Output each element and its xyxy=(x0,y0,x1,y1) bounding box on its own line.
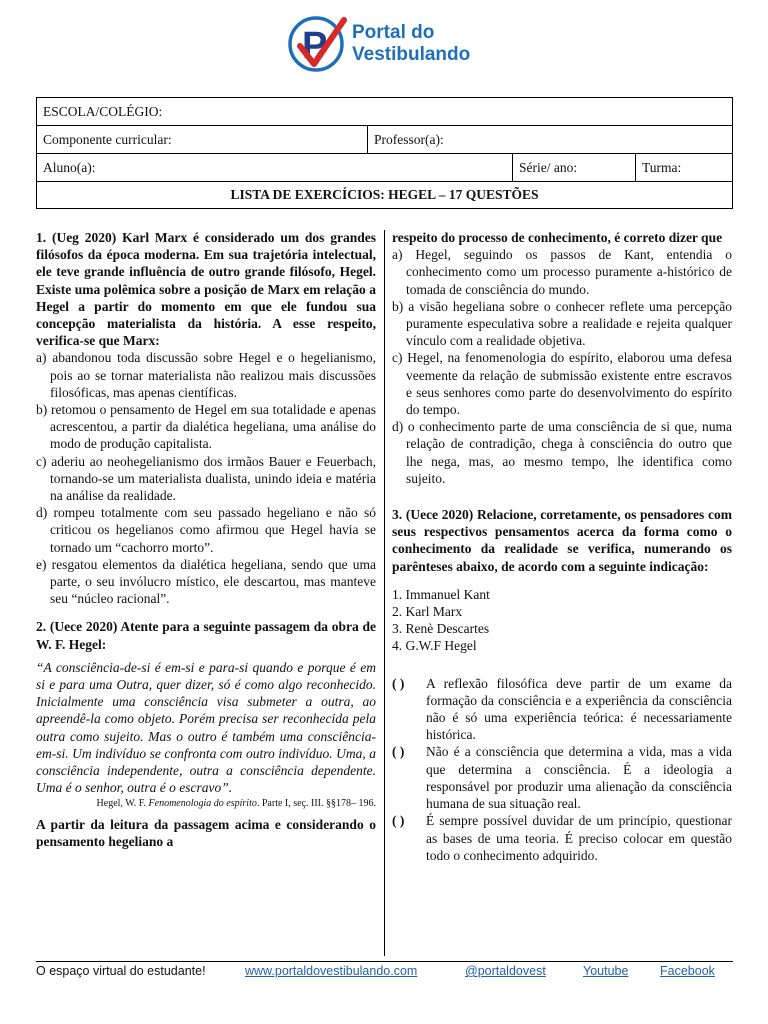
instagram-link[interactable]: @portaldovest xyxy=(465,964,546,978)
thinker-list-item: 3. Renè Descartes xyxy=(392,621,490,637)
question-2-prompt-part-1: A partir da leitura da passagem acima e considerando o pensamento hegeliano a xyxy=(36,816,376,849)
relation-item-2: ( ) Não é a consciência que determina a vida, mas a vida que determina a consciência. É a ideologia a responsável por produzir uma alienação da consciência humana de sua situação real. xyxy=(392,744,732,812)
relation-item-1: ( ) A reflexão filosófica deve partir de um exame da formação da consciência e a experiência da consciência não é só uma experiência teórica: é necessariamente histórica. xyxy=(392,675,732,743)
question-1-option-e: e) resgatou elementos da dialética hegeliana, sendo que uma parte, o seu invólucro místico, ele descartou, mas manteve seu “núcleo racional”. xyxy=(36,556,376,607)
student-field[interactable]: Aluno(a): xyxy=(37,154,513,182)
subject-field[interactable]: Componente curricular: xyxy=(37,126,368,154)
question-2-prompt-part-2: respeito do processo de conhecimento, é correto dizer que xyxy=(392,230,723,245)
question-1-option-a: a) abandonou toda discussão sobre Hegel e o hegelianismo, pois ao se tornar materialista não realizou mais discussões filosóficas, mas apenas científicas. xyxy=(36,350,376,400)
site-link[interactable]: www.portaldovestibulando.com xyxy=(245,964,418,978)
class-field[interactable]: Turma: xyxy=(636,154,733,182)
question-1-option-d: d) rompeu totalmente com seu passado hegeliano e não só criticou os hegelianos como afirmou que Hegel havia se tornado um “cachorro morto”. xyxy=(36,505,376,555)
question-2-option-b: b) a visão hegeliana sobre o conhecer reflete uma percepção puramente especulativa sobre a realidade e rejeita qualquer vínculo com a realidade objetiva. xyxy=(392,298,732,349)
question-2-citation: Hegel, W. F. Fenomenologia do espírito. Parte I, seç. III. §§178– 196. xyxy=(96,797,376,809)
question-1-statement: 1. (Ueg 2020) Karl Marx é considerado um dos grandes filósofos da época moderna. Em sua trajetória intelectual, ele teve grande influência de outro grande filósofo, Hegel. Existe uma polêmica sobre a posição de Marx em relação a Hegel a partir do momento em que ele fundou sua concepção materialista da história. A esse respeito, verifica-se que Marx: xyxy=(36,230,376,349)
grade-field[interactable]: Série/ ano: xyxy=(513,154,636,182)
facebook-link[interactable]: Facebook xyxy=(660,964,715,978)
youtube-link[interactable]: Youtube xyxy=(583,964,629,978)
student-info-table xyxy=(36,97,733,209)
school-field[interactable]: ESCOLA/COLÉGIO: xyxy=(37,98,733,126)
footer-tagline: O espaço virtual do estudante! xyxy=(36,964,206,978)
brand-line-1: Portal do xyxy=(352,22,435,43)
portal-logo xyxy=(286,12,486,80)
column-divider xyxy=(384,230,385,956)
right-column xyxy=(392,229,732,864)
question-2-statement: 2. (Uece 2020) Atente para a seguinte passagem da obra de W. F. Hegel: xyxy=(36,619,376,652)
left-column xyxy=(36,229,376,850)
answer-blank[interactable]: ( ) xyxy=(392,744,405,760)
answer-blank[interactable]: ( ) xyxy=(392,813,405,829)
footer-divider xyxy=(36,961,733,962)
question-1-option-c: c) aderiu ao neohegelianismo dos irmãos Bauer e Feuerbach, tornando-se um materialista dualista, unindo ideia e matéria na análise da realidade. xyxy=(36,453,376,504)
logo-emblem-icon xyxy=(286,12,348,74)
relation-item-3: ( ) É sempre possível duvidar de um princípio, questionar as bases de uma teoria. É preciso colocar em questão todo o conhecimento adquirido. xyxy=(392,813,732,863)
thinker-list-item: 1. Immanuel Kant xyxy=(392,586,490,602)
question-2-option-c: c) Hegel, na fenomenologia do espírito, elaborou uma defesa veemente da relação de submissão existente entre escravos e seus senhores como parte do desenvolvimento do espírito do tempo. xyxy=(392,350,732,418)
teacher-field[interactable]: Professor(a): xyxy=(368,126,733,154)
exercise-list-title: LISTA DE EXERCÍCIOS: HEGEL – 17 QUESTÕES xyxy=(37,182,733,209)
brand-line-2: Vestibulando xyxy=(352,44,471,65)
logo-letter: P xyxy=(302,25,328,67)
answer-blank[interactable]: ( ) xyxy=(392,675,405,691)
question-1-option-b: b) retomou o pensamento de Hegel em sua totalidade e apenas acrescentou, a partir da dialética hegeliana, uma análise do modo de produção capitalista. xyxy=(36,402,376,452)
brand-name xyxy=(352,22,470,66)
thinker-list-item: 4. G.W.F Hegel xyxy=(392,638,477,654)
thinker-list-item: 2. Karl Marx xyxy=(392,604,463,620)
question-3-statement: 3. (Uece 2020) Relacione, corretamente, os pensadores com seus respectivos pensamentos acerca da forma como o conhecimento da realidade se verifica, numerando os parênteses abaixo, de acordo com a seguinte indicação: xyxy=(392,507,732,574)
question-2-option-d: d) o conhecimento parte de uma consciência de si que, numa relação de contradição, chega à consciência do outro que lhe nega, mas, ao mesmo tempo, lhe identifica como sujeito. xyxy=(392,419,732,486)
question-2-option-a: a) Hegel, seguindo os passos de Kant, entendia o conhecimento como um processo puramente a-histórico de tomada de consciência do mundo. xyxy=(392,247,732,297)
question-2-quote: “A consciência-de-si é em-si e para-si quando e porque é em si e para uma Outra, quer dizer, só é como algo reconhecido. Inicialmente uma consciência visa submeter a outra, ao apreendê-la como objeto. Porém precisa ser reconhecida pela outra como sujeito. Mas o outro é também uma consciência-em-si. Um indivíduo se confronta com outro indivíduo. Uma, a consciência independente, outra a consciência dependente. Uma é o senhor, outra é o escravo”. xyxy=(36,659,376,796)
